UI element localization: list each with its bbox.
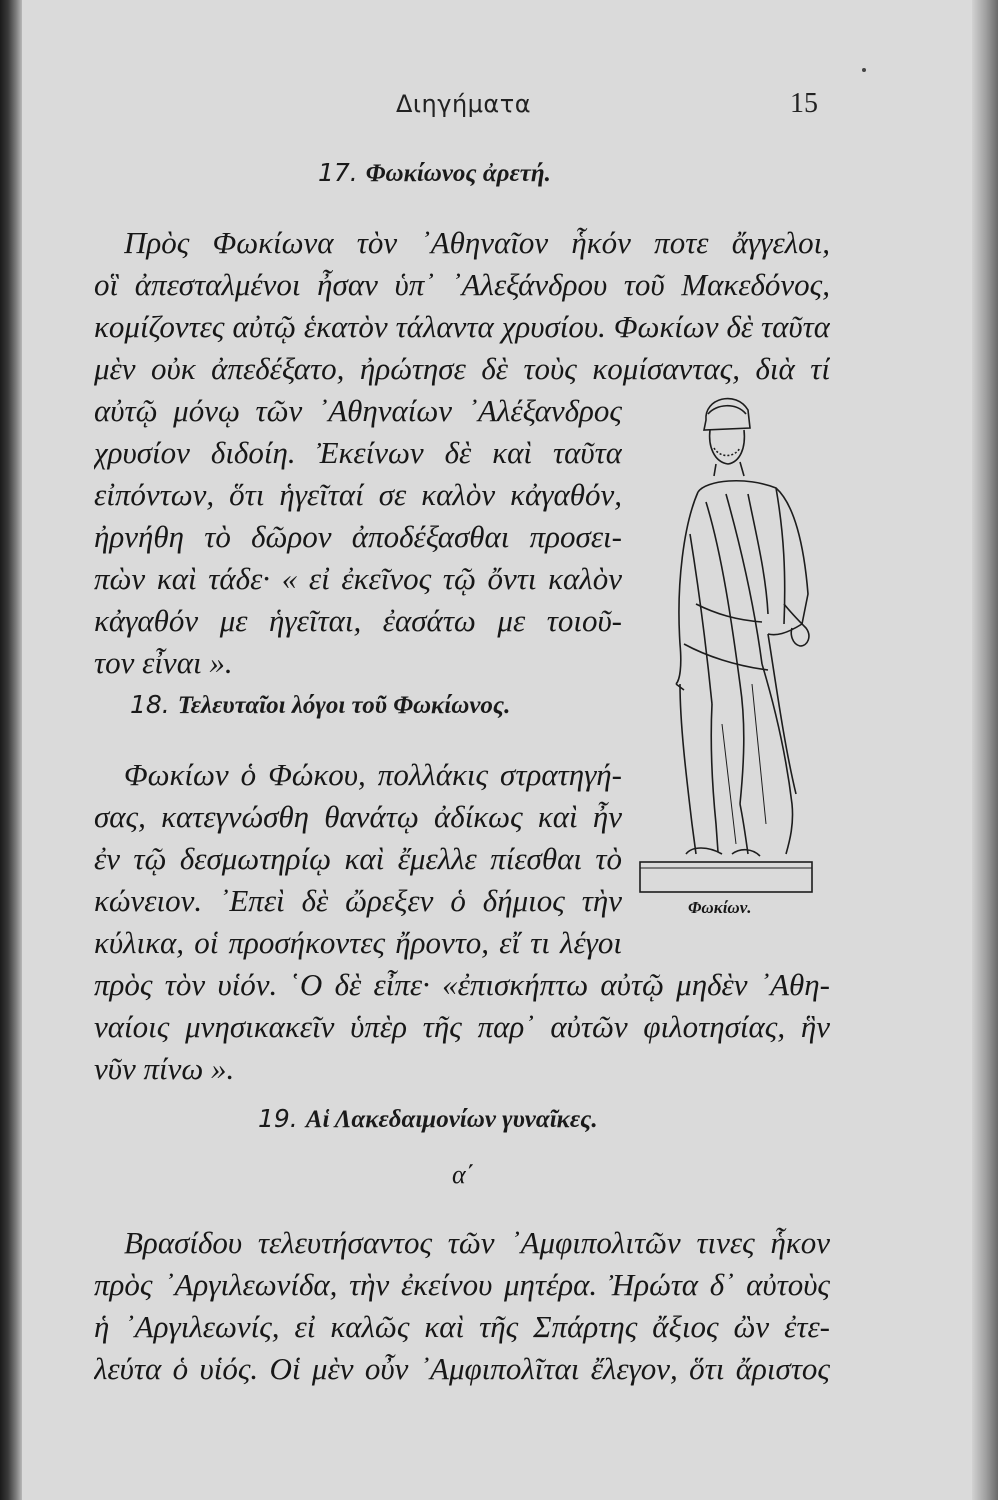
text-line: λεύτα ὁ υἱός. Οἱ μὲν οὖν ᾿Αμφιπολῖται ἔλεγον, ὅτι ἄριστος [94,1351,830,1386]
section-title: Φωκίωνος ἀρετή. [365,160,551,187]
section-17-heading [318,158,551,188]
text-line: σας, κατεγνώσθη θανάτῳ ἀδίκως καὶ ἦν [94,799,622,834]
text-line: Φωκίων ὁ Φώκου, πολλάκις στρατηγή- [124,757,622,792]
text-line: εἰπόντων, ὅτι ἡγεῖταί σε καλὸν κἀγαθόν, [94,477,622,512]
text-line: χρυσίον διδοίη. Ἐκείνων δὲ καὶ ταῦτα [94,435,622,470]
running-title: Διηγήματα [396,90,532,118]
text-line: οἳ ἀπεσταλμένοι ἦσαν ὑπ᾿ ᾿Αλεξάνδρου τοῦ Μακεδόνος, [94,267,830,302]
text-line: νῦν πίνω ». [94,1051,235,1086]
print-speck [862,68,866,72]
subsection-marker: α΄ [452,1160,475,1189]
section-title: Αἱ Λακεδαιμονίων γυναῖκες. [305,1106,598,1133]
text-line: κύλικα, οἱ προσήκοντες ἤροντο, εἴ τι λέγοι [94,925,622,960]
book-binding-edge [0,0,22,1500]
text-line: ἠρνήθη τὸ δῶρον ἀποδέξασθαι προσει- [94,519,622,554]
section-number: 17. [318,158,358,187]
text-line: ἐν τῷ δεσμωτηρίῳ καὶ ἔμελλε πίεσθαι τὸ [94,841,622,876]
page-right-edge [972,0,998,1500]
page-number: 15 [790,88,818,119]
text-line: τον εἶναι ». [94,645,233,680]
text-line: κἀγαθόν με ἡγεῖται, ἐασάτω με τοιοῦ- [94,603,622,638]
text-line: Πρὸς Φωκίωνα τὸν ᾿Αθηναῖον ἧκόν ποτε ἄγγελοι, [124,225,830,260]
text-line: κώνειον. ᾿Επεὶ δὲ ὤρεξεν ὁ δήμιος τὴν [94,883,622,918]
text-line: μὲν οὐκ ἀπεδέξατο, ἠρώτησε δὲ τοὺς κομίσαντας, διὰ τί [94,351,830,386]
statue-engraving-icon [636,384,826,894]
text-line: ἡ ᾿Αργιλεωνίς, εἰ καλῶς καὶ τῆς Σπάρτης ἄξιος ὢν ἐτε- [94,1309,830,1344]
section-number: 19. [258,1104,298,1133]
section-number: 18. [130,690,170,719]
section-19-heading [258,1104,598,1134]
section-18-heading [130,690,510,720]
text-line: Βρασίδου τελευτήσαντος τῶν ᾿Αμφιπολιτῶν τινες ἧκον [124,1225,830,1260]
figure-caption: Φωκίων. [688,898,752,917]
section-title: Τελευταῖοι λόγοι τοῦ Φωκίωνος. [177,692,511,719]
text-line: αὐτῷ μόνῳ τῶν ᾿Αθηναίων ᾿Αλέξανδρος [94,393,622,428]
text-line: πρὸς τὸν υἱόν. ῾Ο δὲ εἶπε· «ἐπισκήπτω αὐτῷ μηδὲν ᾿Αθη- [94,967,830,1002]
text-line: πὼν καὶ τάδε· « εἰ ἐκεῖνος τῷ ὄντι καλὸν [94,561,622,596]
text-line: ναίοις μνησικακεῖν ὑπὲρ τῆς παρ᾿ αὐτῶν φιλοτησίας, ἣν [94,1009,830,1044]
text-line: κομίζοντες αὐτῷ ἑκατὸν τάλαντα χρυσίου. Φωκίων δὲ ταῦτα [94,309,830,344]
text-line: πρὸς ᾿Αργιλεωνίδα, τὴν ἐκείνου μητέρα. Ἠρώτα δ᾿ αὐτοὺς [94,1267,830,1302]
